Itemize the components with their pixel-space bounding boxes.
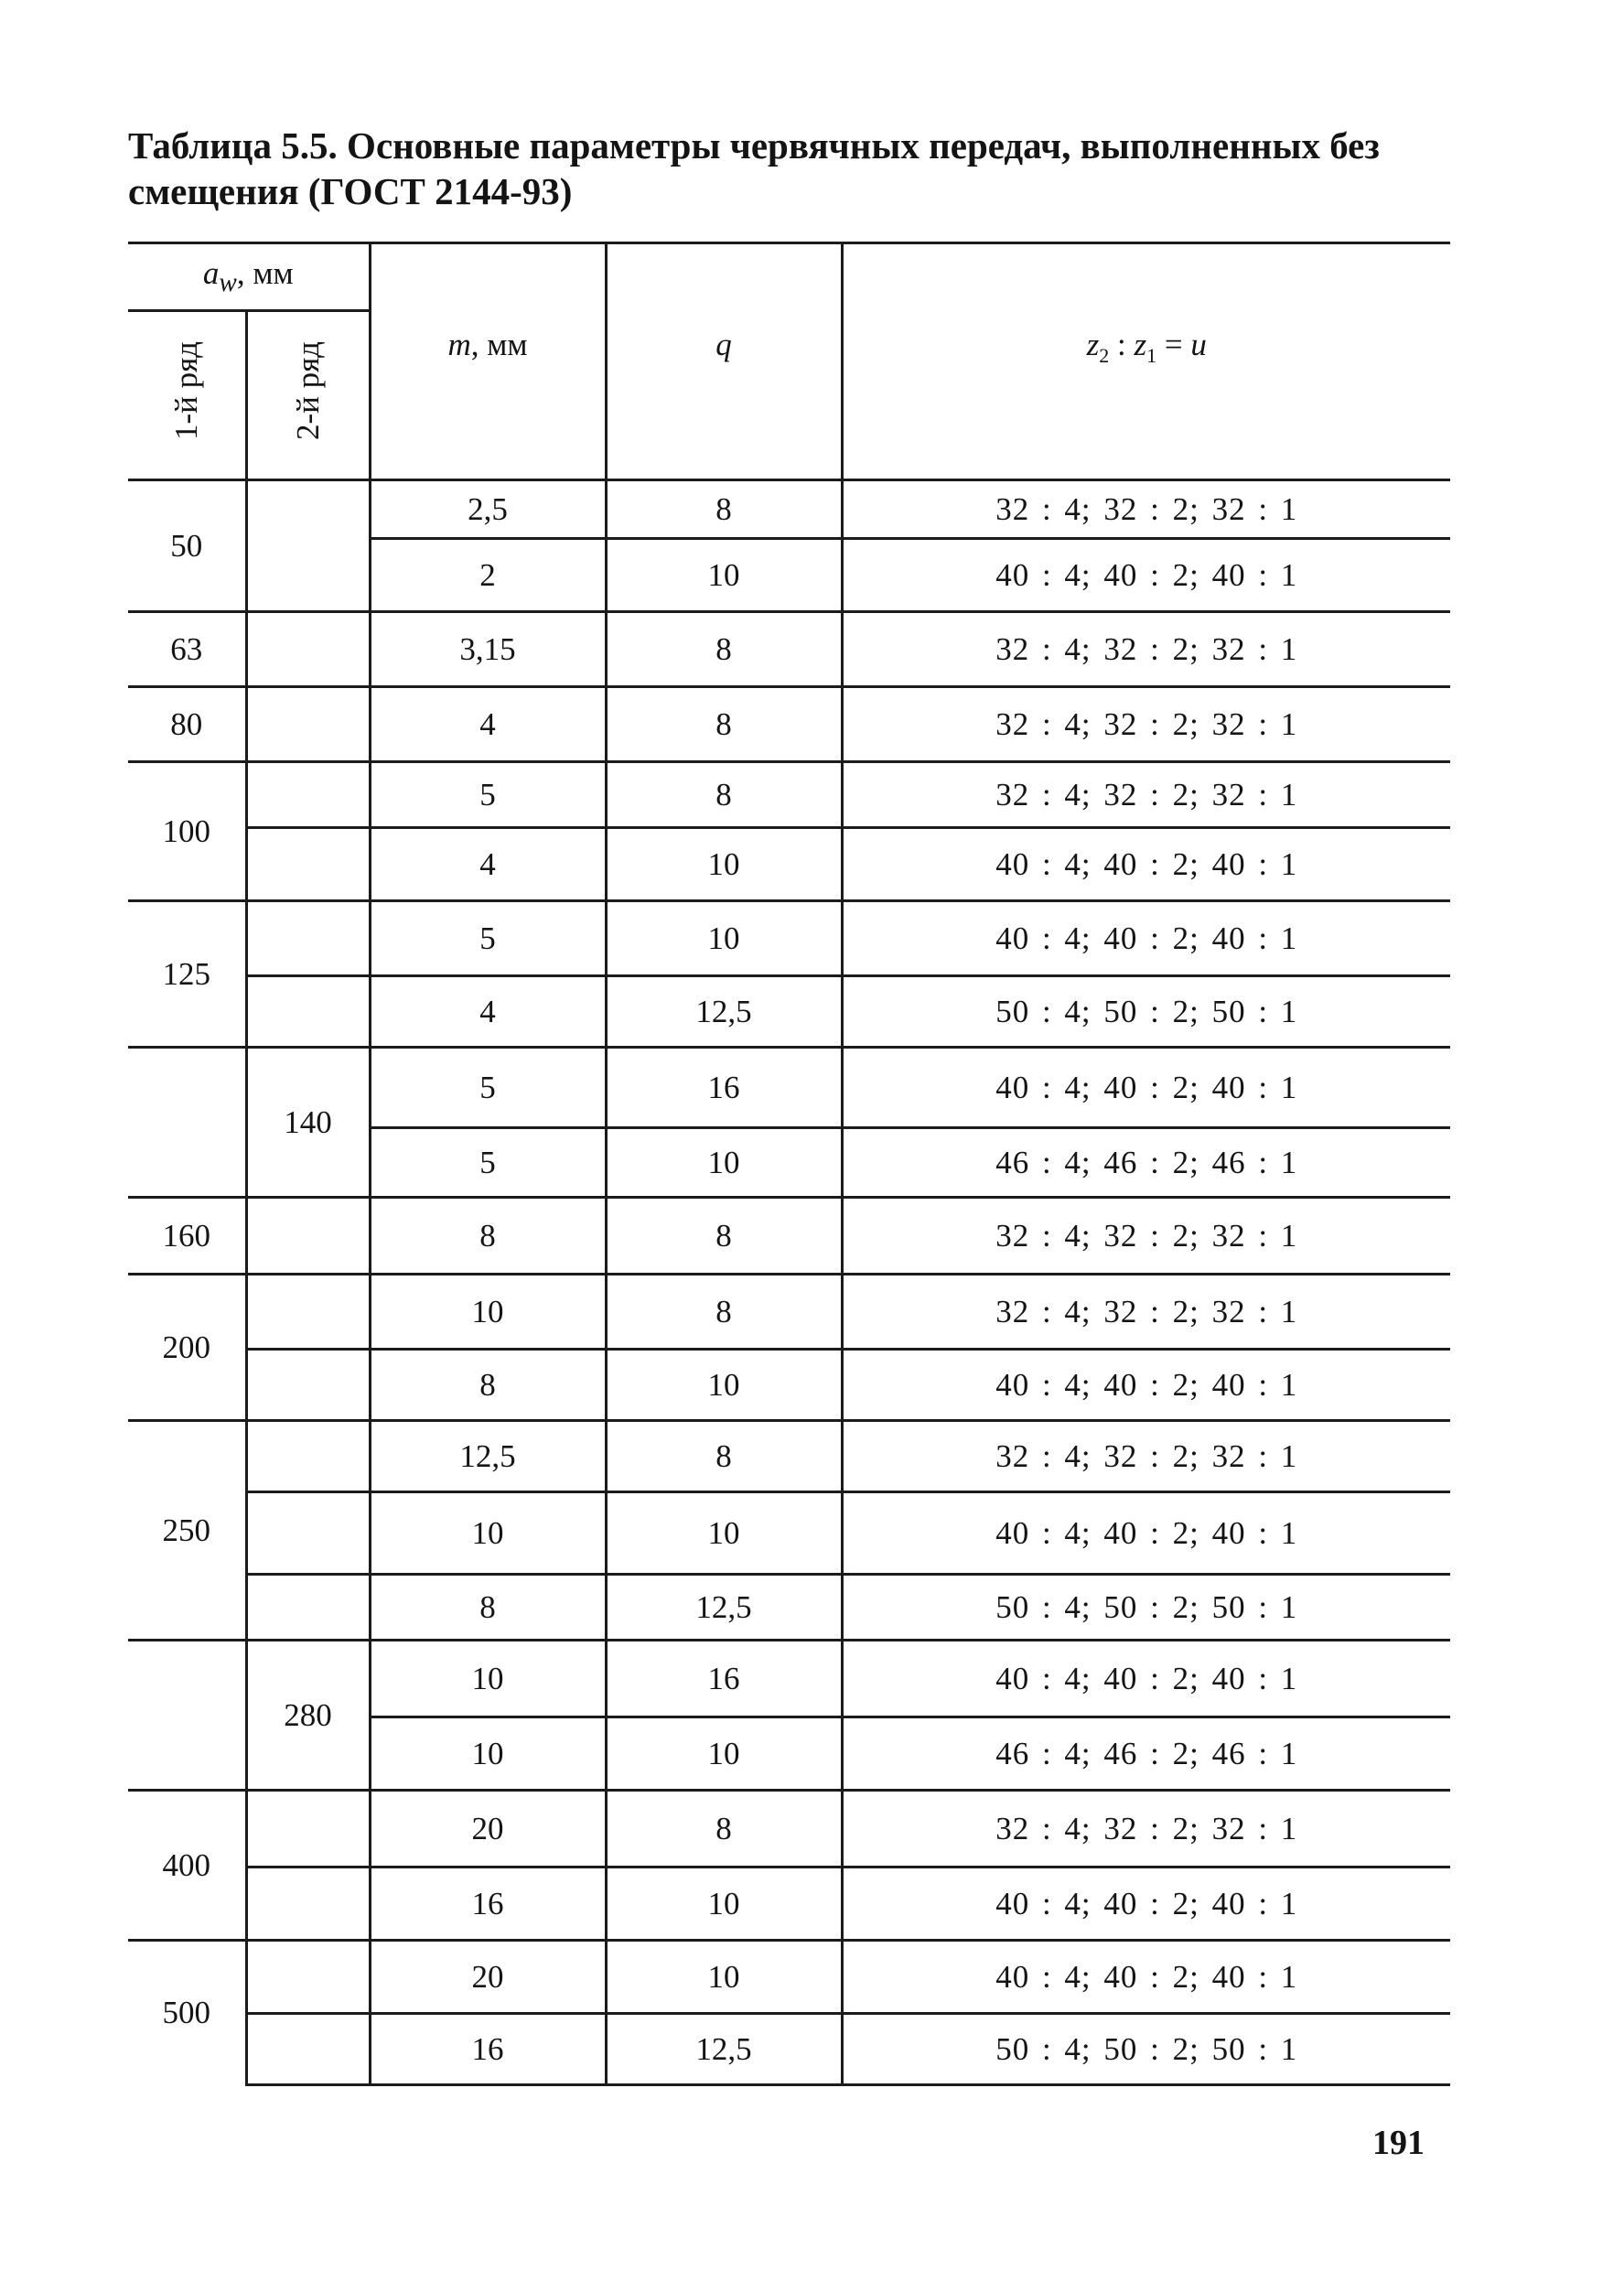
q-value: 8 — [606, 762, 842, 828]
m-value: 4 — [370, 687, 606, 762]
table-row — [128, 762, 1450, 828]
aw-row2-value — [246, 1941, 370, 2014]
ratio-value: 50 : 4; 50 : 2; 50 : 1 — [842, 976, 1450, 1048]
ratio-value: 46 : 4; 46 : 2; 46 : 1 — [842, 1717, 1450, 1791]
m-value: 16 — [370, 1867, 606, 1941]
q-value: 10 — [606, 1128, 842, 1198]
m-value: 5 — [370, 1128, 606, 1198]
aw-row2-value — [246, 1350, 370, 1421]
aw-row2-value — [246, 480, 370, 612]
m-value: 20 — [370, 1791, 606, 1867]
table-row — [128, 1867, 1450, 1941]
table-row — [128, 1350, 1450, 1421]
aw-row2-value — [246, 1791, 370, 1867]
table-row — [128, 1198, 1450, 1275]
aw-row1-value — [128, 1048, 246, 1198]
ratio-value: 32 : 4; 32 : 2; 32 : 1 — [842, 762, 1450, 828]
aw-row1-value: 125 — [128, 901, 246, 1048]
q-value: 8 — [606, 480, 842, 539]
table-caption: Таблица 5.5. Основные параметры червячных передач, выполненных без смещения (ГОСТ 2144-93) — [128, 124, 1380, 212]
m-value: 10 — [370, 1717, 606, 1791]
ratio-value: 32 : 4; 32 : 2; 32 : 1 — [842, 480, 1450, 539]
aw-row1-value: 250 — [128, 1421, 246, 1641]
aw-row2-value — [246, 901, 370, 976]
q-value: 10 — [606, 1717, 842, 1791]
aw-row1-value: 63 — [128, 612, 246, 687]
q-value: 8 — [606, 1275, 842, 1350]
m-value: 12,5 — [370, 1421, 606, 1492]
ratio-value: 32 : 4; 32 : 2; 32 : 1 — [842, 1421, 1450, 1492]
q-value: 16 — [606, 1641, 842, 1717]
table-row — [128, 480, 1450, 539]
q-value: 8 — [606, 687, 842, 762]
m-value: 8 — [370, 1198, 606, 1275]
row1-header: 1-й ряд — [128, 311, 246, 480]
ratio-value: 40 : 4; 40 : 2; 40 : 1 — [842, 901, 1450, 976]
m-value: 16 — [370, 2014, 606, 2085]
q-value: 8 — [606, 1421, 842, 1492]
aw-row1-value: 160 — [128, 1198, 246, 1275]
table-row — [128, 1641, 1450, 1717]
m-value: 20 — [370, 1941, 606, 2014]
q-value: 16 — [606, 1048, 842, 1128]
q-value: 8 — [606, 612, 842, 687]
table-row — [128, 687, 1450, 762]
q-value: 8 — [606, 1198, 842, 1275]
q-value: 10 — [606, 1350, 842, 1421]
aw-row2-value — [246, 762, 370, 828]
ratio-value: 50 : 4; 50 : 2; 50 : 1 — [842, 2014, 1450, 2085]
aw-row1-value — [128, 1641, 246, 1791]
aw-row2-value — [246, 1867, 370, 1941]
parameters-table-wrapper — [128, 242, 1450, 2086]
aw-header: $a_w$, мм — [128, 243, 370, 311]
ratio-value: 40 : 4; 40 : 2; 40 : 1 — [842, 1941, 1450, 2014]
table-row — [128, 1492, 1450, 1575]
q-value: 10 — [606, 539, 842, 612]
q-value: 8 — [606, 1791, 842, 1867]
aw-row2-value — [246, 687, 370, 762]
ratio-value: 40 : 4; 40 : 2; 40 : 1 — [842, 1492, 1450, 1575]
q-value: 12,5 — [606, 2014, 842, 2085]
aw-row2-value — [246, 1421, 370, 1492]
ratio-value: 40 : 4; 40 : 2; 40 : 1 — [842, 539, 1450, 612]
m-value: 10 — [370, 1492, 606, 1575]
table-row — [128, 2014, 1450, 2085]
m-value: 10 — [370, 1641, 606, 1717]
aw-row2-value — [246, 1275, 370, 1350]
ratio-value: 32 : 4; 32 : 2; 32 : 1 — [842, 1275, 1450, 1350]
q-value: 10 — [606, 1867, 842, 1941]
row2-header: 2-й ряд — [246, 311, 370, 480]
worm-gear-parameters-table — [128, 242, 1450, 2086]
aw-row1-value: 500 — [128, 1941, 246, 2085]
q-value: 10 — [606, 1941, 842, 2014]
m-value: 8 — [370, 1575, 606, 1641]
ratio-value: 32 : 4; 32 : 2; 32 : 1 — [842, 687, 1450, 762]
ratio-value: 40 : 4; 40 : 2; 40 : 1 — [842, 1641, 1450, 1717]
aw-row2-value — [246, 976, 370, 1048]
ratio-value: 40 : 4; 40 : 2; 40 : 1 — [842, 1350, 1450, 1421]
m-value: 2 — [370, 539, 606, 612]
table-row — [128, 1421, 1450, 1492]
m-value: 3,15 — [370, 612, 606, 687]
ratio-value: 40 : 4; 40 : 2; 40 : 1 — [842, 1867, 1450, 1941]
table-row — [128, 612, 1450, 687]
aw-row1-value: 400 — [128, 1791, 246, 1941]
m-value: 2,5 — [370, 480, 606, 539]
aw-row2-value — [246, 1492, 370, 1575]
aw-row2-value — [246, 1575, 370, 1641]
m-value: 5 — [370, 1048, 606, 1128]
table-row — [128, 1275, 1450, 1350]
table-row — [128, 901, 1450, 976]
m-value: 8 — [370, 1350, 606, 1421]
table-row — [128, 1048, 1450, 1128]
m-header: m, мм — [370, 243, 606, 480]
ratio-value: 40 : 4; 40 : 2; 40 : 1 — [842, 1048, 1450, 1128]
m-value: 5 — [370, 762, 606, 828]
aw-row1-value: 80 — [128, 687, 246, 762]
ratio-value: 32 : 4; 32 : 2; 32 : 1 — [842, 1198, 1450, 1275]
aw-row1-value: 200 — [128, 1275, 246, 1421]
q-value: 10 — [606, 828, 842, 901]
aw-row1-value: 50 — [128, 480, 246, 612]
table-row — [128, 1791, 1450, 1867]
aw-row2-value — [246, 612, 370, 687]
ratio-value: 40 : 4; 40 : 2; 40 : 1 — [842, 828, 1450, 901]
ratio-value: 32 : 4; 32 : 2; 32 : 1 — [842, 1791, 1450, 1867]
aw-row2-value: 280 — [246, 1641, 370, 1791]
ratio-header: $z_2$ : $z_1 = u$ — [842, 243, 1450, 480]
q-value: 10 — [606, 901, 842, 976]
aw-row2-value — [246, 2014, 370, 2085]
table-row — [128, 1575, 1450, 1641]
aw-row2-value: 140 — [246, 1048, 370, 1198]
ratio-value: 46 : 4; 46 : 2; 46 : 1 — [842, 1128, 1450, 1198]
header-row-1 — [128, 243, 1450, 311]
aw-row2-value — [246, 828, 370, 901]
m-value: 4 — [370, 976, 606, 1048]
table-row — [128, 976, 1450, 1048]
q-header: q — [606, 243, 842, 480]
page-number: 191 — [1372, 2124, 1425, 2162]
q-value: 10 — [606, 1492, 842, 1575]
ratio-value: 50 : 4; 50 : 2; 50 : 1 — [842, 1575, 1450, 1641]
m-value: 10 — [370, 1275, 606, 1350]
m-value: 4 — [370, 828, 606, 901]
aw-row2-value — [246, 1198, 370, 1275]
m-value: 5 — [370, 901, 606, 976]
q-value: 12,5 — [606, 1575, 842, 1641]
table-row — [128, 828, 1450, 901]
ratio-value: 32 : 4; 32 : 2; 32 : 1 — [842, 612, 1450, 687]
aw-row1-value: 100 — [128, 762, 246, 901]
q-value: 12,5 — [606, 976, 842, 1048]
table-row — [128, 1941, 1450, 2014]
